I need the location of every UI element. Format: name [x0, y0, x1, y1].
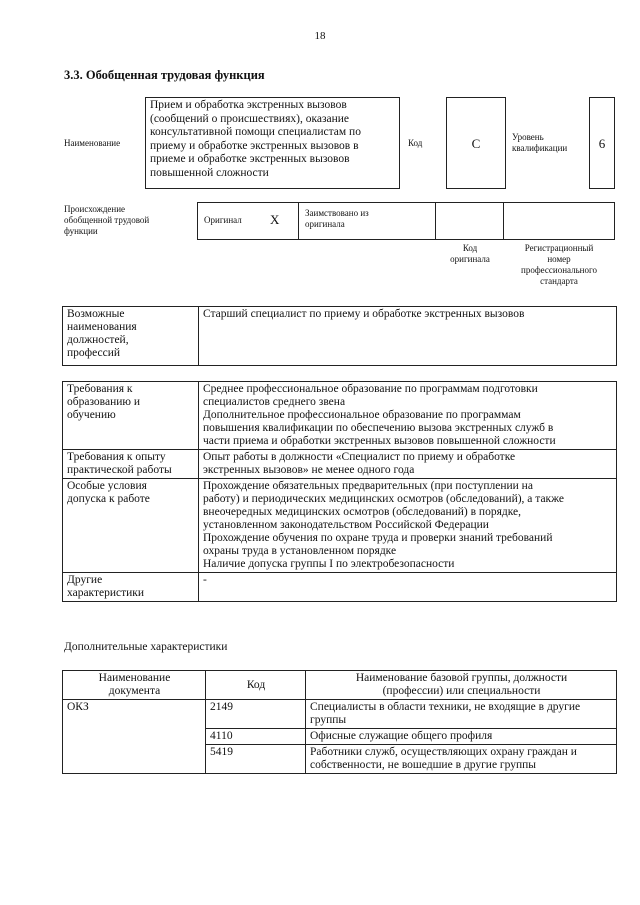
- header-group-name: Наименование базовой группы, должности (профессии) или специальности: [306, 671, 617, 700]
- function-name-line: повышенной сложности: [150, 166, 269, 179]
- qualification-level-label: Уровень квалификации: [512, 132, 568, 153]
- requirement-label: Требования к образованию и обучению: [63, 382, 199, 450]
- doc-name-cell: ОКЗ: [63, 700, 206, 774]
- function-name-line: консультативной помощи специалистам по: [150, 126, 361, 138]
- reg-number-label: Регистрационный номер профессионального стандарта: [521, 243, 597, 286]
- function-name-line: Прием и обработка экстренных вызовов: [150, 99, 347, 111]
- original-label: Оригинал: [204, 215, 242, 225]
- origin-divider: [298, 203, 299, 239]
- requirement-label: Особые условия допуска к работе: [63, 479, 199, 573]
- code-cell: 4110: [206, 729, 306, 745]
- header-doc-name: Наименование документа: [63, 671, 206, 700]
- requirement-row: [63, 479, 617, 573]
- requirements-table: [62, 381, 617, 602]
- function-name-line: (сообщений о происшествиях), оказание: [150, 112, 350, 125]
- positions-row: [63, 307, 617, 366]
- additional-title: Дополнительные характеристики: [64, 641, 228, 653]
- requirement-value: Опыт работы в должности «Специалист по приему и обработке экстренных вызовов» не менее одного года: [199, 450, 617, 479]
- page-number: 18: [314, 30, 326, 42]
- section-heading: 3.3. Обобщенная трудовая функция: [64, 68, 265, 82]
- requirement-value: -: [199, 573, 617, 602]
- function-name-box: [145, 97, 400, 189]
- requirement-row: [63, 450, 617, 479]
- requirement-value: Прохождение обязательных предварительных (при поступлении на работу) и периодических медицинских осмотров (обследований), а также внеочередных медицинских осмотров (обследований) в порядке, установленном законодательством Российской Федерации Прохождение обучения по охране труда и проверки знаний требований охраны труда в установленном порядке Наличие допуска группы I по электробезопасности: [199, 479, 617, 573]
- name-label: Наименование: [64, 138, 121, 148]
- code-cell: 5419: [206, 745, 306, 774]
- group-name-cell: Офисные служащие общего профиля: [306, 729, 617, 745]
- requirement-row: [63, 573, 617, 602]
- function-name-line: приему и обработке экстренных вызовов в: [150, 139, 359, 152]
- requirement-row: [63, 382, 617, 450]
- origin-divider: [435, 203, 436, 239]
- borrowed-label: Заимствовано из оригинала: [305, 208, 369, 229]
- origin-divider: [503, 203, 504, 239]
- code-label: Код: [408, 138, 423, 148]
- origin-label: Происхождение обобщенной трудовой функции: [64, 204, 150, 236]
- positions-value: Старший специалист по приему и обработке экстренных вызовов: [199, 307, 617, 366]
- additional-header-row: [63, 671, 617, 700]
- group-name-cell: Специалисты в области техники, не входящие в другие группы: [306, 700, 617, 729]
- origin-table: [197, 202, 615, 240]
- code-original-label: Код оригинала: [450, 243, 490, 264]
- additional-table: [62, 670, 617, 774]
- qualification-level-value: 6: [589, 97, 615, 189]
- group-name-cell: Работники служб, осуществляющих охрану граждан и собственности, не вошедшие в другие группы: [306, 745, 617, 774]
- positions-label: Возможные наименования должностей, профессий: [63, 307, 199, 366]
- positions-table: [62, 306, 617, 366]
- requirement-label: Требования к опыту практической работы: [63, 450, 199, 479]
- code-value: C: [446, 97, 506, 189]
- header-code: Код: [206, 671, 306, 700]
- table-row: [63, 700, 617, 729]
- function-name-line: приеме и обработке экстренных вызовов: [150, 153, 350, 165]
- requirement-label: Другие характеристики: [63, 573, 199, 602]
- requirement-value: Среднее профессиональное образование по программам подготовки специалистов среднего звена Дополнительное профессиональное образование по программам повышения квалификации по обеспечению вызова экстренных служб в части приема и обработки экстренных вызовов повышенной сложности: [199, 382, 617, 450]
- original-mark: X: [270, 212, 280, 227]
- code-cell: 2149: [206, 700, 306, 729]
